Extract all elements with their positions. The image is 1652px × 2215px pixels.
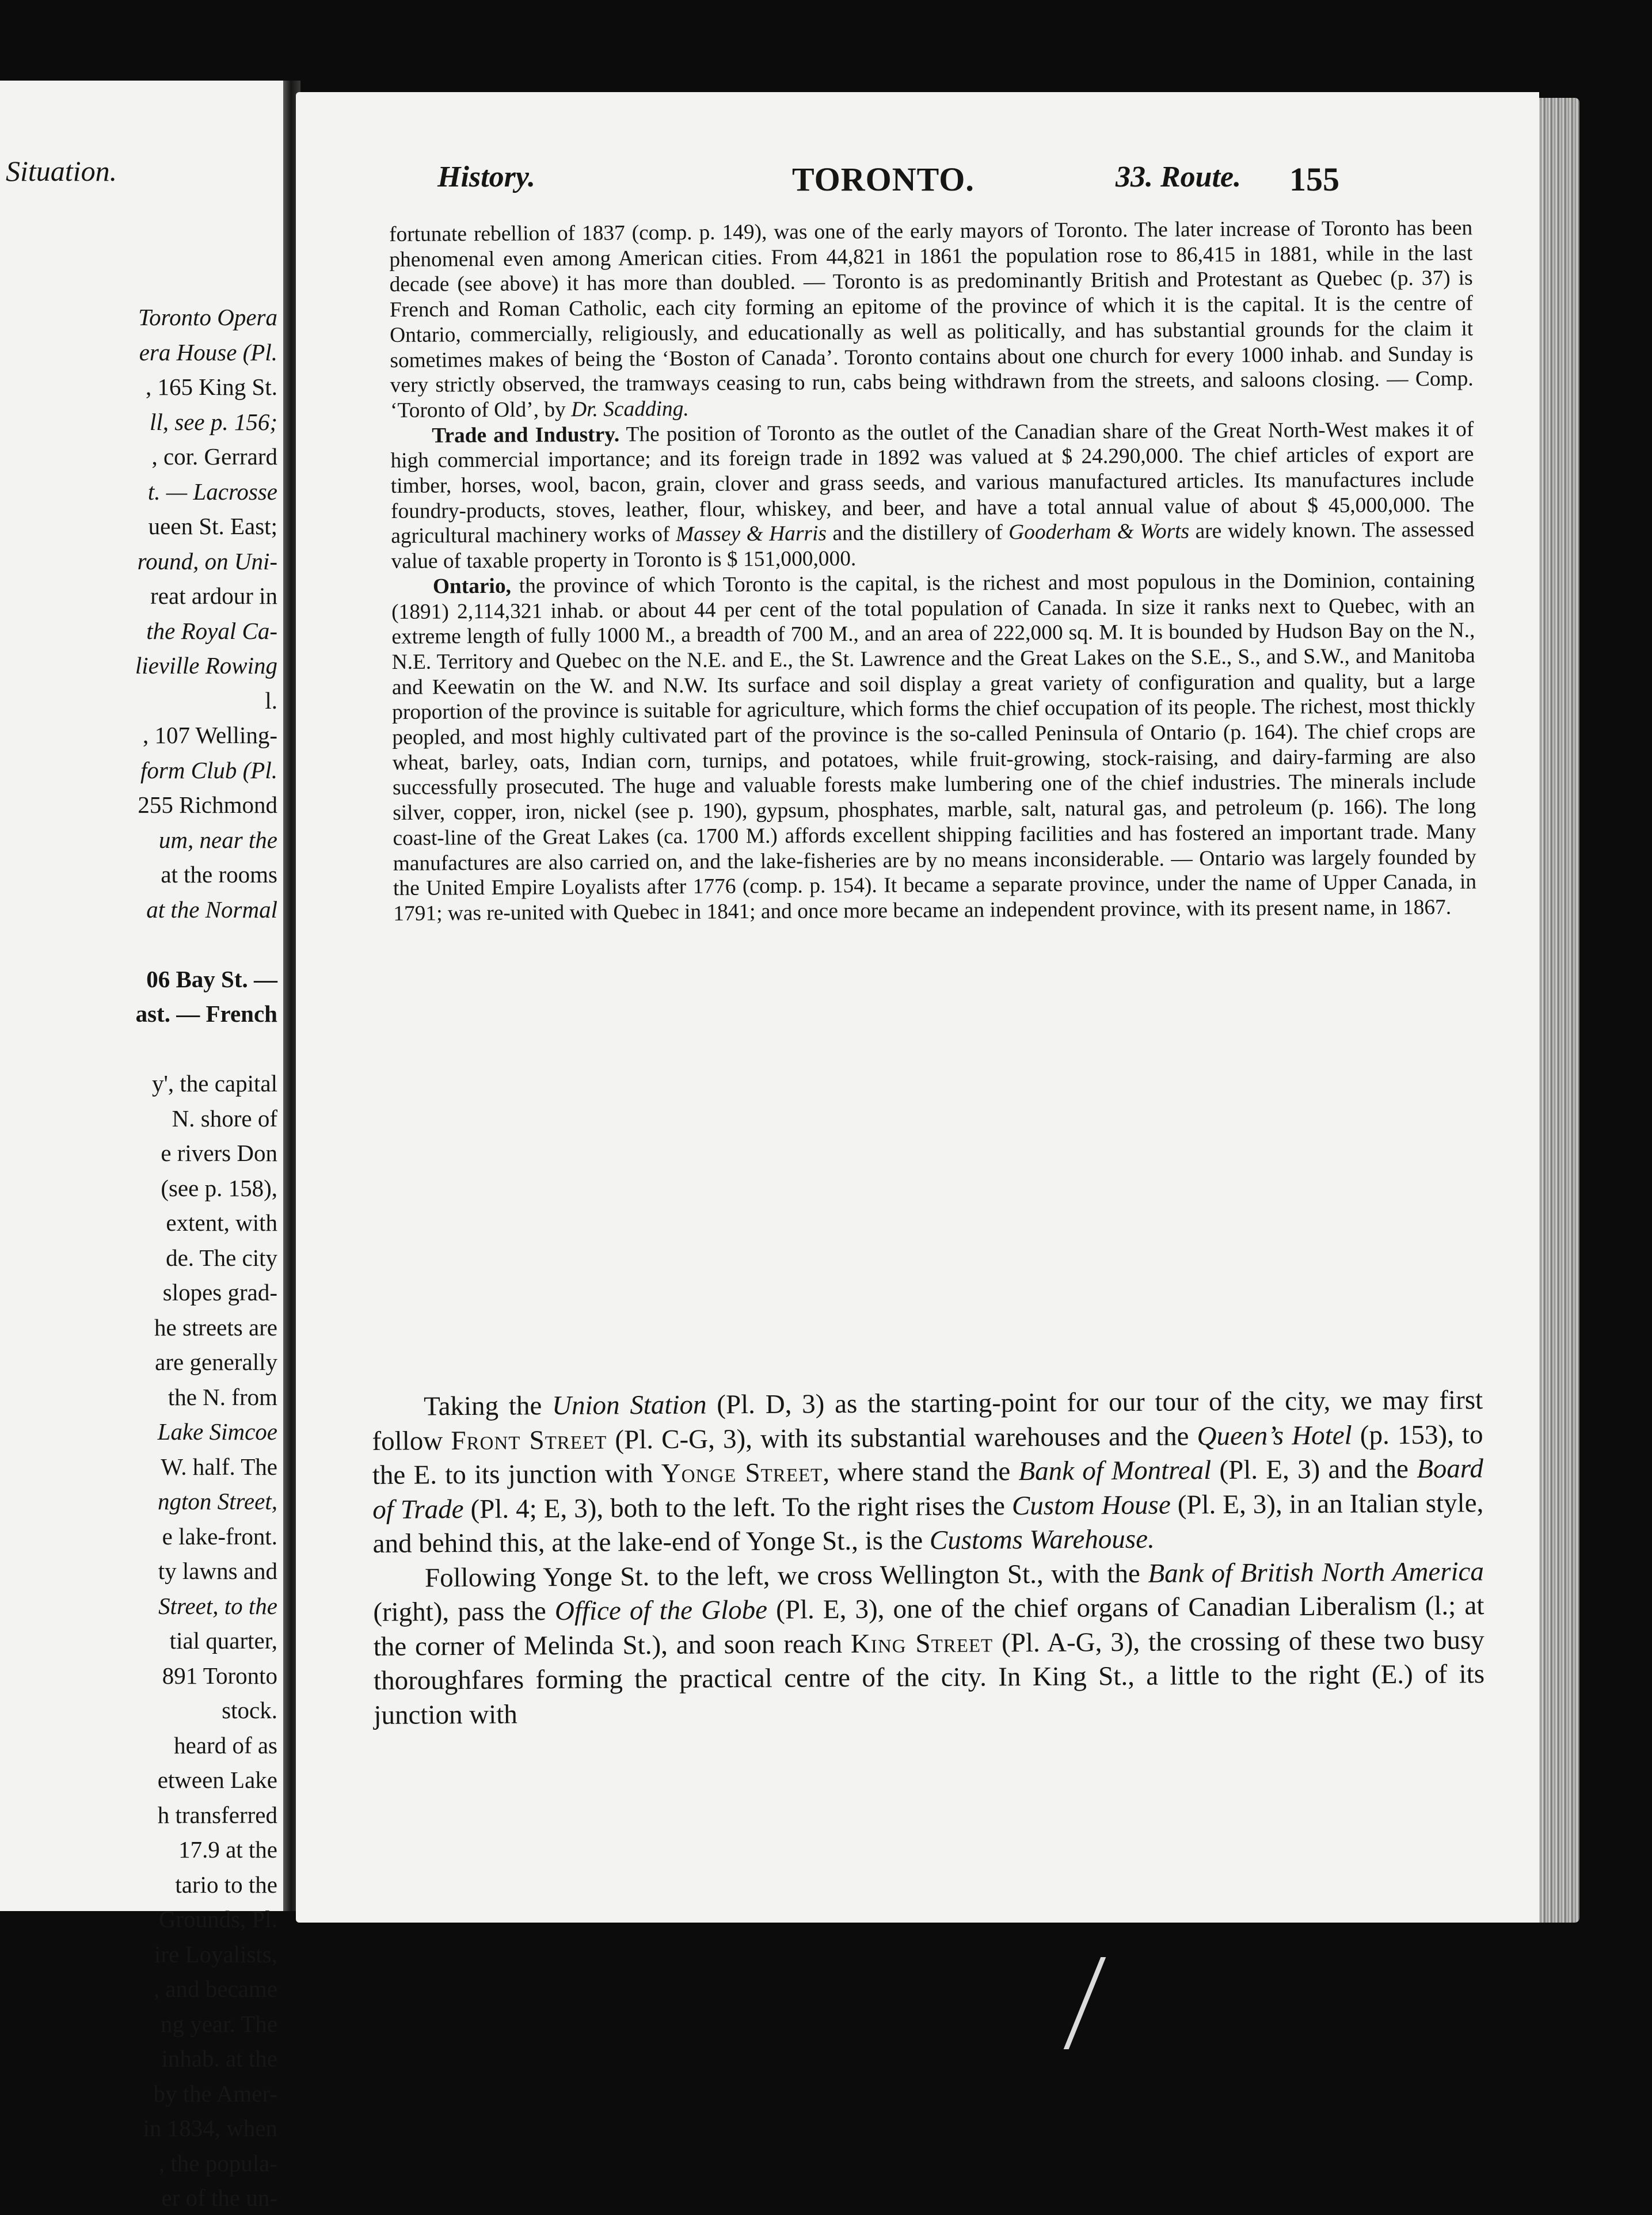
small-run: fortunate rebellion of 1837 (comp. p. 149), was one of the early mayors of Toronto. The later increase of Toronto has been phenomenal even among American cities. From 44,821 in 1861 the population rose to 86,415 in 1881, while in the last decade (see above) it has more than doubled. — Toronto is as predominantly British and Protestant as Quebec (p. 37) is French and Roman Catholic, each city forming an epitome of the province of which it is the capital. It is the centre of Ontario, commercially, religiously, and educationally as well as politically, and has substantial grounds for the claim it sometimes makes of being the ‘Boston of Canada’. Toronto contains about one church for every 1000 inhab. and Sunday is very strictly observed, the tramways ceasing to run, cabs being withdrawn from the streets, and saloons closing. — Comp. ‘Toronto of Old’, by <box>389 216 1474 423</box>
main-run: Customs Warehouse. <box>929 1524 1155 1556</box>
main-run: Board of Trade <box>372 1453 1484 1525</box>
left-line-55: er of the un- <box>161 2184 277 2211</box>
left-line-34: W. half. The <box>161 1453 277 1480</box>
left-line-53: in 1834, when <box>143 2115 277 2141</box>
main-run: (p. 153), to the E. to its junction with <box>372 1419 1483 1490</box>
left-line-13: , 107 Welling- <box>143 722 277 748</box>
main-run: Yonge Street <box>661 1457 823 1489</box>
small-run: Ontario, <box>432 574 512 599</box>
left-line-49: , and became <box>153 1976 277 2002</box>
page-edges <box>1532 98 1579 1923</box>
left-line-8: round, on Uni- <box>137 547 277 574</box>
left-line-46: tario to the <box>175 1871 277 1898</box>
small-run: The position of Toronto as the outlet of the Canadian share of the Great North-West makes it of high commercial importance; and its foreign trade in 1892 was valued at $ 24.290,000. The chief articles of export are timber, horses, wool, bacon, grain, clover and grass seeds, and various manufactured articles. Its manufactures include foundry-products, stoves, leather, flour, whiskey, and beer, and have a total annual value of about $ 45,000,000. The agricultural machinery works of <box>390 417 1475 549</box>
main-run: Union Station <box>551 1390 707 1421</box>
left-line-31: are generally <box>155 1349 277 1375</box>
small-paragraph-2 <box>390 417 1475 574</box>
left-line-45: 17.9 at the <box>178 1836 277 1863</box>
main-run: (Pl. D, 3) as the starting-point for our tour of the city, we may first follow <box>372 1385 1483 1456</box>
small-run: the province of which Toronto is the capital, is the richest and most populous in the Dominion, containing (1891) 2,114,321 inhab. or about 44 per cent of the total population of Canada. In size it ranks next to Quebec, with an extreme length of fully 1000 M., a breadth of 700 M., and an area of 222,000 sq. M. It is bounded by Hudson Bay on the N., N.E. Territory and Quebec on the N.E. and E., the St. Lawrence and the Great Lakes on the S.E., S., and S.W., and Manitoba and Keewatin on the W. and N.W. Its surface and soil display a great variety of configuration and quality, but a large proportion of the province is suitable for agriculture, which forms the chief occupation of its people. The richest, most thickly peopled, and most highly cultivated part of the province is the so-called Peninsula of Ontario (p. 164). The chief crops are wheat, barley, oats, Indian corn, turnips, and potatoes, while fruit-growing, stock-raising, and dairy-farming are also successfully prosecuted. The huge and valuable forests make lumbering one of the chief industries. The minerals include silver, copper, iron, nickel (see p. 190), gypsum, phosphates, marble, salt, natural gas, and petroleum (p. 166). The long coast-line of the Great Lakes (ca. 1700 M.) affords excellent shipping facilities and has fostered an important trade. Many manufactures are also carried on, and the lake-fisheries are by no means inconsiderable. — Ontario was largely founded by the United Empire Loyalists after 1776 (comp. p. 154). It became a separate province, under the name of Upper Canada, in 1791; was re-united with Quebec in 1841; and once more became an independent province, with its present name, in 1867. <box>391 568 1477 926</box>
small-print-block <box>389 216 1476 927</box>
left-line-47: Grounds, Pl. <box>158 1906 277 1932</box>
left-line-36: e lake-front. <box>162 1523 277 1550</box>
left-line-41: stock. <box>222 1697 277 1723</box>
left-line-40: 891 Toronto <box>162 1662 277 1689</box>
left-line-20: 06 Bay St. — <box>146 965 277 992</box>
left-line-35: ngton Street, <box>157 1488 277 1514</box>
small-run: and the distillery of <box>826 520 1009 546</box>
small-paragraph-1 <box>389 216 1474 424</box>
left-line-6: t. — Lacrosse <box>147 478 277 505</box>
main-paragraph-2 <box>373 1555 1485 1733</box>
main-run: (Pl. E, 3), one of the chief organs of Canadian Liberalism (l.; at the corner of Melinda St.), and soon reach <box>373 1590 1484 1662</box>
main-run: Bank of Montreal <box>1018 1455 1212 1487</box>
main-run: (Pl. A-G, 3), the crossing of these two busy thoroughfares forming the practical centre of the city. In King St., a little to the right (E.) of its junction with <box>373 1624 1485 1730</box>
page-number: 155 <box>1289 161 1339 198</box>
main-run: Front Street <box>451 1425 607 1456</box>
scan-mark <box>1064 1957 1132 2049</box>
left-line-38: Street, to the <box>158 1592 277 1619</box>
main-run: (Pl. E, 3), in an Italian style, and behind this, at the lake-end of Yonge St., is the <box>372 1487 1484 1559</box>
main-run: Taking the <box>424 1391 553 1422</box>
main-run: Custom House <box>1011 1490 1171 1521</box>
left-line-42: heard of as <box>174 1731 277 1759</box>
running-head-title: TORONTO. <box>792 161 975 198</box>
main-run: (right), pass the <box>373 1596 555 1627</box>
left-line-48: ire Loyalists, <box>154 1940 277 1967</box>
left-line-52: by the Amer- <box>153 2080 277 2107</box>
left-line-32: the N. from <box>168 1383 277 1410</box>
right-page <box>296 92 1539 1923</box>
left-line-15: 255 Richmond <box>138 791 277 818</box>
left-line-50: ng year. The <box>160 2010 277 2037</box>
left-line-3: , 165 King St. <box>146 374 277 400</box>
main-run: Bank of British North America <box>1148 1556 1484 1589</box>
main-run: King Street <box>850 1627 994 1659</box>
main-run: (Pl. E, 3) and the <box>1211 1453 1417 1486</box>
small-paragraph-3 <box>391 568 1477 926</box>
main-run: Office of the Globe <box>554 1594 768 1627</box>
small-run: Massey & Harris <box>675 522 827 547</box>
left-line-29: slopes grad- <box>162 1279 277 1306</box>
running-head-route: 33. Route. <box>1116 161 1242 193</box>
left-line-2: era House (Pl. <box>139 338 277 366</box>
left-line-23: y', the capital <box>152 1070 277 1097</box>
left-page <box>0 81 287 2211</box>
main-run: (Pl. 4; E, 3), both to the left. To the right rises the <box>463 1490 1012 1524</box>
left-page-header: Situation. <box>6 155 117 187</box>
left-line-27: extent, with <box>166 1209 277 1236</box>
main-paragraph-1 <box>372 1383 1484 1561</box>
left-line-30: he streets are <box>154 1314 277 1341</box>
left-line-28: de. The city <box>166 1244 277 1271</box>
left-line-10: the Royal Ca- <box>146 617 277 644</box>
left-line-11: lieville Rowing <box>135 652 277 679</box>
left-line-54: , the popula- <box>158 2149 277 2176</box>
left-line-51: inhab. at the <box>161 2045 277 2072</box>
left-line-21: ast. — French <box>135 1000 277 1027</box>
running-head-section: History. <box>437 161 535 193</box>
small-run: are widely known. The assessed value of taxable property in Toronto is $ 151,000,000. <box>391 517 1475 574</box>
left-line-37: ty lawns and <box>158 1558 277 1584</box>
left-line-9: reat ardour in <box>150 583 277 609</box>
left-line-18: at the Normal <box>146 896 277 923</box>
left-line-39: tial quarter, <box>169 1627 277 1654</box>
left-line-14: form Club (Pl. <box>140 756 277 783</box>
left-line-44: h transferred <box>157 1801 277 1828</box>
left-line-24: N. shore of <box>172 1105 277 1132</box>
left-line-1: Toronto Opera <box>138 304 277 330</box>
left-line-4: ll, see p. 156; <box>149 408 277 435</box>
left-line-26: (see p. 158), <box>161 1174 277 1201</box>
main-run: Following Yonge St. to the left, we cross Wellington St., with the <box>424 1558 1148 1593</box>
small-run: Dr. Scadding. <box>570 397 689 421</box>
left-line-12: l. <box>265 687 277 714</box>
left-line-17: at the rooms <box>161 861 277 888</box>
small-run: Trade and Industry. <box>432 423 620 448</box>
left-line-16: um, near the <box>158 826 277 853</box>
left-line-43: etween Lake <box>157 1767 277 1793</box>
main-text-block <box>372 1383 1485 1733</box>
left-line-5: , cor. Gerrard <box>151 443 277 470</box>
small-run: Gooderham & Worts <box>1008 519 1190 545</box>
left-line-7: ueen St. East; <box>148 513 277 539</box>
left-line-33: Lake Simcoe <box>157 1418 277 1445</box>
left-line-25: e rivers Don <box>161 1140 277 1166</box>
main-run: , where stand the <box>823 1456 1019 1488</box>
main-run: (Pl. C-G, 3), with its substantial warehouses and the <box>607 1421 1197 1455</box>
main-run: Queen’s Hotel <box>1197 1420 1352 1451</box>
